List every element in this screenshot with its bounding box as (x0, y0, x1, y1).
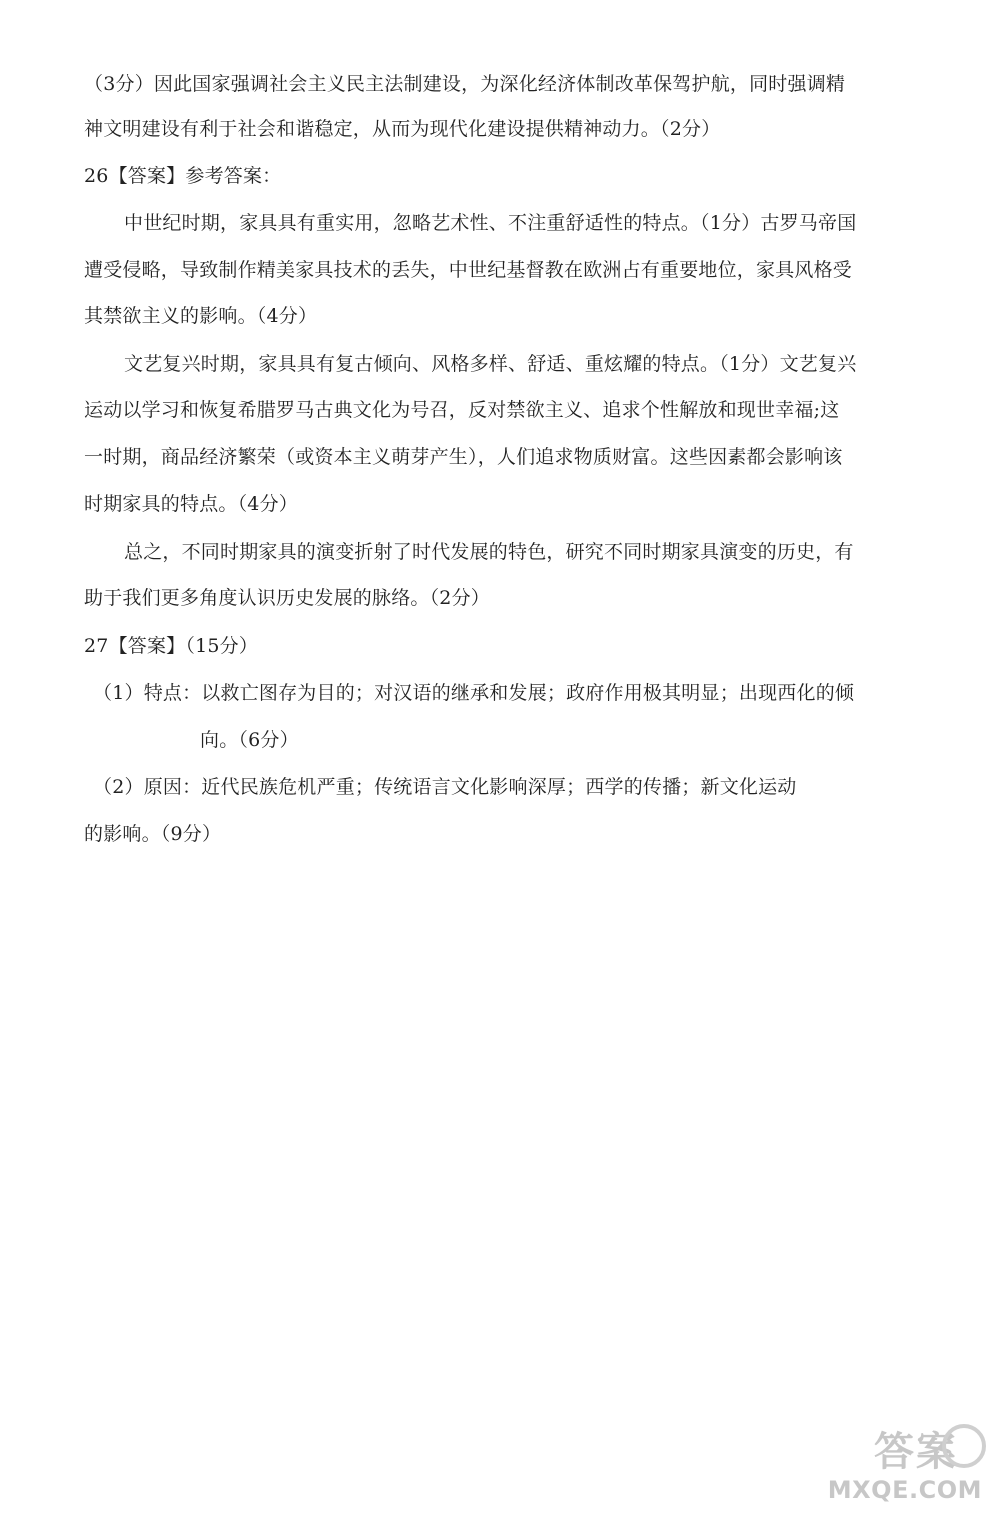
answer-26-para1-line3: 其禁欲主义的影响。（4分） (84, 305, 318, 327)
answer-27-part1-line1: （1）特点：以救亡图存为目的；对汉语的继承和发展；政府作用极其明显；出现西化的倾 (93, 682, 855, 704)
site-watermark (826, 1420, 986, 1512)
watermark-ring-icon (942, 1424, 986, 1468)
answer-26-para2-line4: 时期家具的特点。（4分） (84, 493, 298, 515)
answer-27-part2-line1: （2）原因：近代民族危机严重；传统语言文化影响深厚；西学的传播；新文化运动 (93, 776, 797, 798)
answer-26-para3-line1: 总之，不同时期家具的演变折射了时代发展的特色，研究不同时期家具演变的历史，有 (124, 541, 854, 563)
answer-line-1: （3分）因此国家强调社会主义民主法制建设，为深化经济体制改革保驾护航，同时强调精 (84, 73, 846, 95)
answer-26-para1-line1: 中世纪时期，家具具有重实用，忽略艺术性、不注重舒适性的特点。（1分）古罗马帝国 (124, 212, 857, 234)
question-27-heading: 27【答案】（15分） (84, 635, 259, 657)
answer-26-para2-line2: 运动以学习和恢复希腊罗马古典文化为号召，反对禁欲主义、追求个性解放和现世幸福;这 (84, 399, 840, 421)
watermark-site-text: MXQE.COM (827, 1476, 982, 1504)
answer-line-2: 神文明建设有利于社会和谐稳定，从而为现代化建设提供精神动力。（2分） (84, 118, 721, 140)
answer-27-part1-line2: 向。（6分） (200, 729, 299, 751)
answer-26-para2-line3: 一时期，商品经济繁荣（或资本主义萌芽产生），人们追求物质财富。这些因素都会影响该 (84, 446, 843, 468)
answer-26-para3-line2: 助于我们更多角度认识历史发展的脉络。（2分） (84, 587, 490, 609)
answer-26-para2-line1: 文艺复兴时期，家具具有复古倾向、风格多样、舒适、重炫耀的特点。（1分）文艺复兴 (124, 353, 857, 375)
question-26-heading: 26【答案】参考答案： (84, 165, 282, 187)
answer-26-para1-line2: 遭受侵略，导致制作精美家具技术的丢失，中世纪基督教在欧洲占有重要地位，家具风格受 (84, 259, 853, 281)
watermark-logo-text: 答案 (874, 1429, 958, 1475)
answer-27-part2-line2: 的影响。（9分） (84, 823, 222, 845)
